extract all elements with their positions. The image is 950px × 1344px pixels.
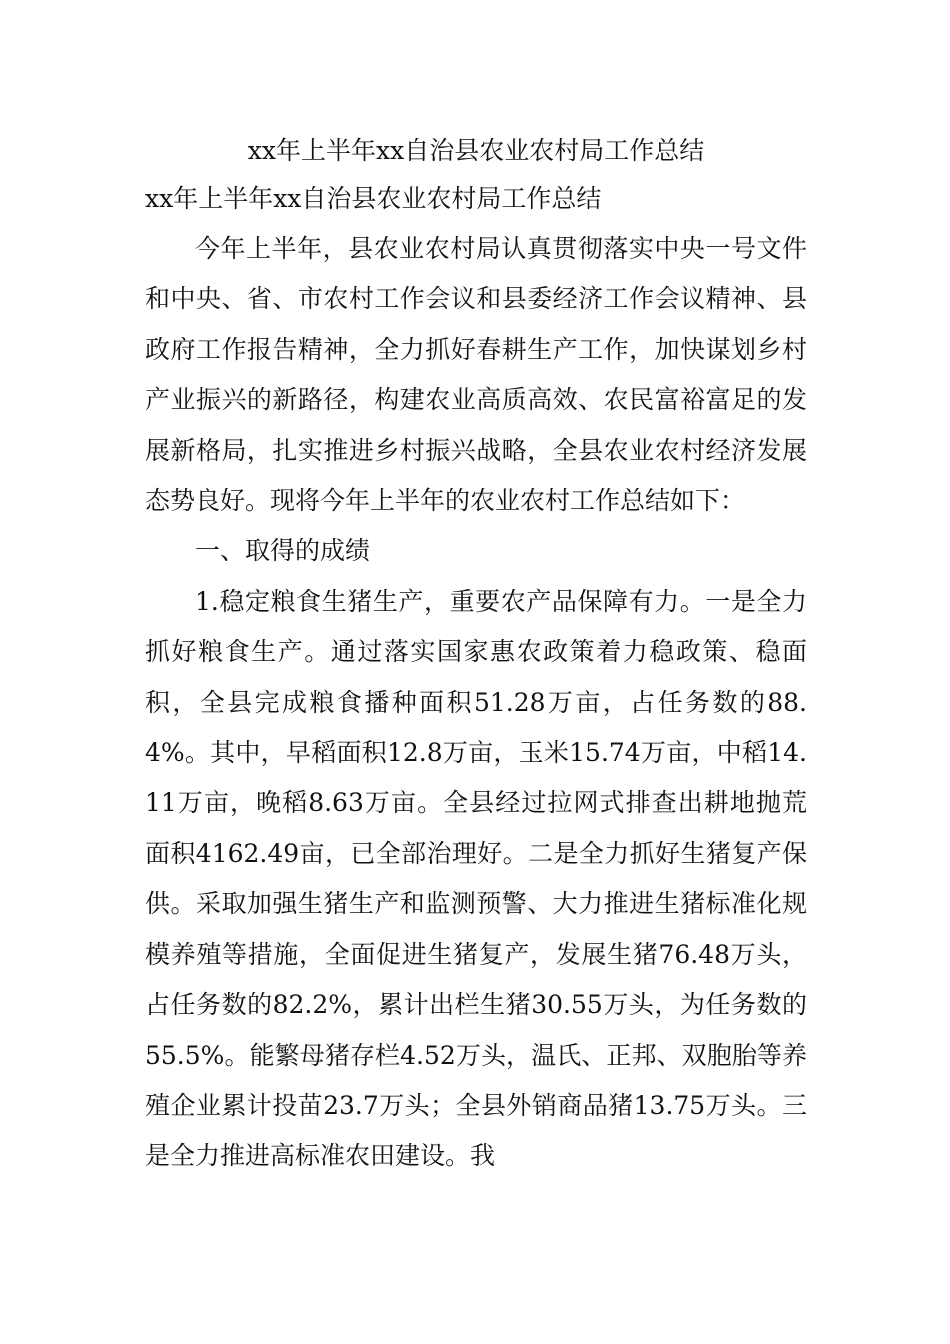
document-body [145,128,807,1182]
document-subtitle: xx年上半年xx自治县农业农村局工作总结 [145,184,602,213]
document-title: xx年上半年xx自治县农业农村局工作总结 [247,136,705,165]
section-heading: 一、取得的成绩 [195,536,371,566]
section-paragraph: 1.稳定粮食生猪生产，重要农产品保障有力。一是全力抓好粮食生产。通过落实国家惠农政策着力稳政策、稳面积，全县完成粮食播种面积51.28万亩，占任务数的88.4%。其中，早稻面积12.8万亩，玉米15.74万亩，中稻14.11万亩，晚稻8.63万亩。全县经过拉网式排查出耕地抛荒面积4162.49亩，已全部治理好。二是全力抓好生猪复产保供。采取加强生猪生产和监测预警、大力推进生猪标准化规模养殖等措施，全面促进生猪复产，发展生猪76.48万头，占任务数的82.2%，累计出栏生猪30.55万头，为任务数的55.5%。能繁母猪存栏4.52万头，温氏、正邦、双胞胎等养殖企业累计投苗23.7万头；全县外销商品猪13.75万头。三是全力推进高标准农田建设。我 [145,586,807,1171]
intro-paragraph: 今年上半年，县农业农村局认真贯彻落实中央一号文件和中央、省、市农村工作会议和县委经济工作会议精神、县政府工作报告精神，全力抓好春耕生产工作，加快谋划乡村产业振兴的新路径，构建农业高质高效、农民富裕富足的发展新格局，扎实推进乡村振兴战略，全县农业农村经济发展态势良好。现将今年上半年的农业农村工作总结如下： [145,234,807,516]
